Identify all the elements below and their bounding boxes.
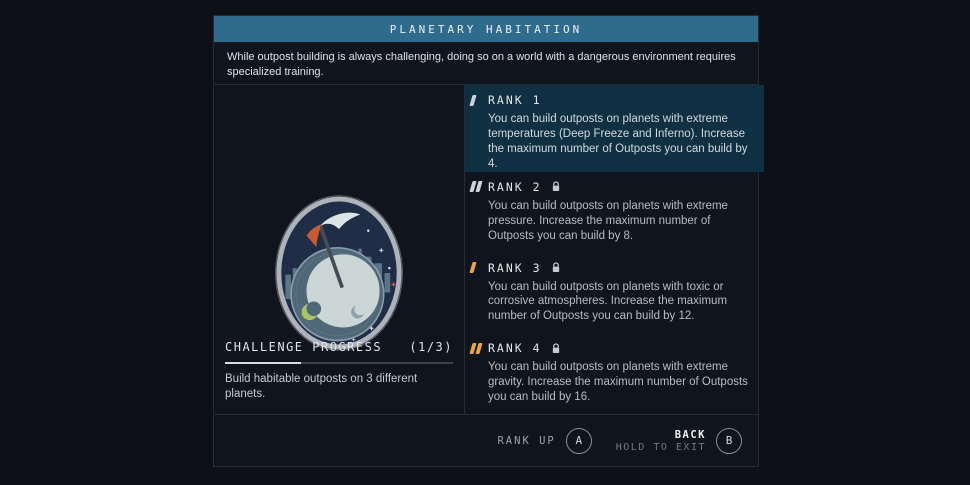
- rank-4-item[interactable]: [465, 333, 764, 414]
- challenge-progress-bar: [225, 362, 453, 364]
- rank-up-button[interactable]: [497, 428, 591, 454]
- badge-column: [214, 85, 465, 414]
- rank-2-label: RANK 2: [488, 179, 542, 194]
- back-button[interactable]: [616, 428, 742, 454]
- rank-4-label: RANK 4: [488, 341, 542, 356]
- challenge-description: Build habitable outposts on 3 different planets.: [225, 373, 418, 401]
- footer-bar: [214, 414, 758, 466]
- gamepad-b-key-icon: B: [716, 428, 742, 454]
- skill-description: [214, 42, 758, 85]
- rank-2-item[interactable]: [465, 172, 764, 253]
- hold-to-exit-label: HOLD TO EXIT: [615, 441, 706, 453]
- rank-1-label: RANK 1: [488, 93, 542, 107]
- panel-title-bar: [214, 16, 758, 42]
- skill-badge: [274, 193, 404, 358]
- rank-2-tier-marks-icon: [471, 181, 484, 192]
- challenge-progress-count: (1/3): [409, 340, 453, 355]
- rank-3-item[interactable]: [465, 253, 764, 334]
- rank-2-description: You can build outposts on planets with extreme pressure. Increase the maximum number of Outposts you can build by 8.: [488, 199, 728, 242]
- rank-3-description: You can build outposts on planets with toxic or corrosive atmospheres. Increase the maximum number of Outposts you can build by 12.: [488, 280, 728, 323]
- rank-1-item[interactable]: [465, 85, 764, 172]
- rank-1-description: You can build outposts on planets with extreme temperatures (Deep Freeze and Inferno). Increase the maximum number of Outposts you can build by 4.: [488, 113, 748, 170]
- gamepad-a-key-icon: A: [566, 428, 592, 454]
- lock-icon: [551, 342, 561, 355]
- lock-icon: [551, 261, 561, 274]
- rank-up-label: RANK UP: [497, 434, 556, 447]
- lock-icon: [551, 180, 561, 193]
- back-label: BACK: [674, 428, 706, 441]
- skill-description-text: While outpost building is always challenging, doing so on a world with a dangerous environment requires specialized training.: [227, 51, 736, 79]
- rank-list: [465, 85, 764, 414]
- rank-3-label: RANK 3: [488, 260, 542, 275]
- skill-detail-panel: [213, 15, 759, 467]
- challenge-progress-fill: [225, 362, 301, 364]
- page-title: PLANETARY HABITATION: [389, 22, 583, 36]
- rank-1-tier-marks-icon: [471, 95, 484, 106]
- rank-3-tier-marks-icon: [471, 262, 484, 273]
- challenge-progress-label: CHALLENGE PROGRESS: [225, 340, 383, 355]
- rank-4-tier-marks-icon: [471, 343, 484, 354]
- content-area: [214, 85, 758, 414]
- rank-4-description: You can build outposts on planets with extreme gravity. Increase the maximum number of Outposts you can build by 16.: [488, 361, 748, 404]
- challenge-progress-section: [225, 340, 453, 402]
- planet-flag-badge-icon: [274, 193, 404, 353]
